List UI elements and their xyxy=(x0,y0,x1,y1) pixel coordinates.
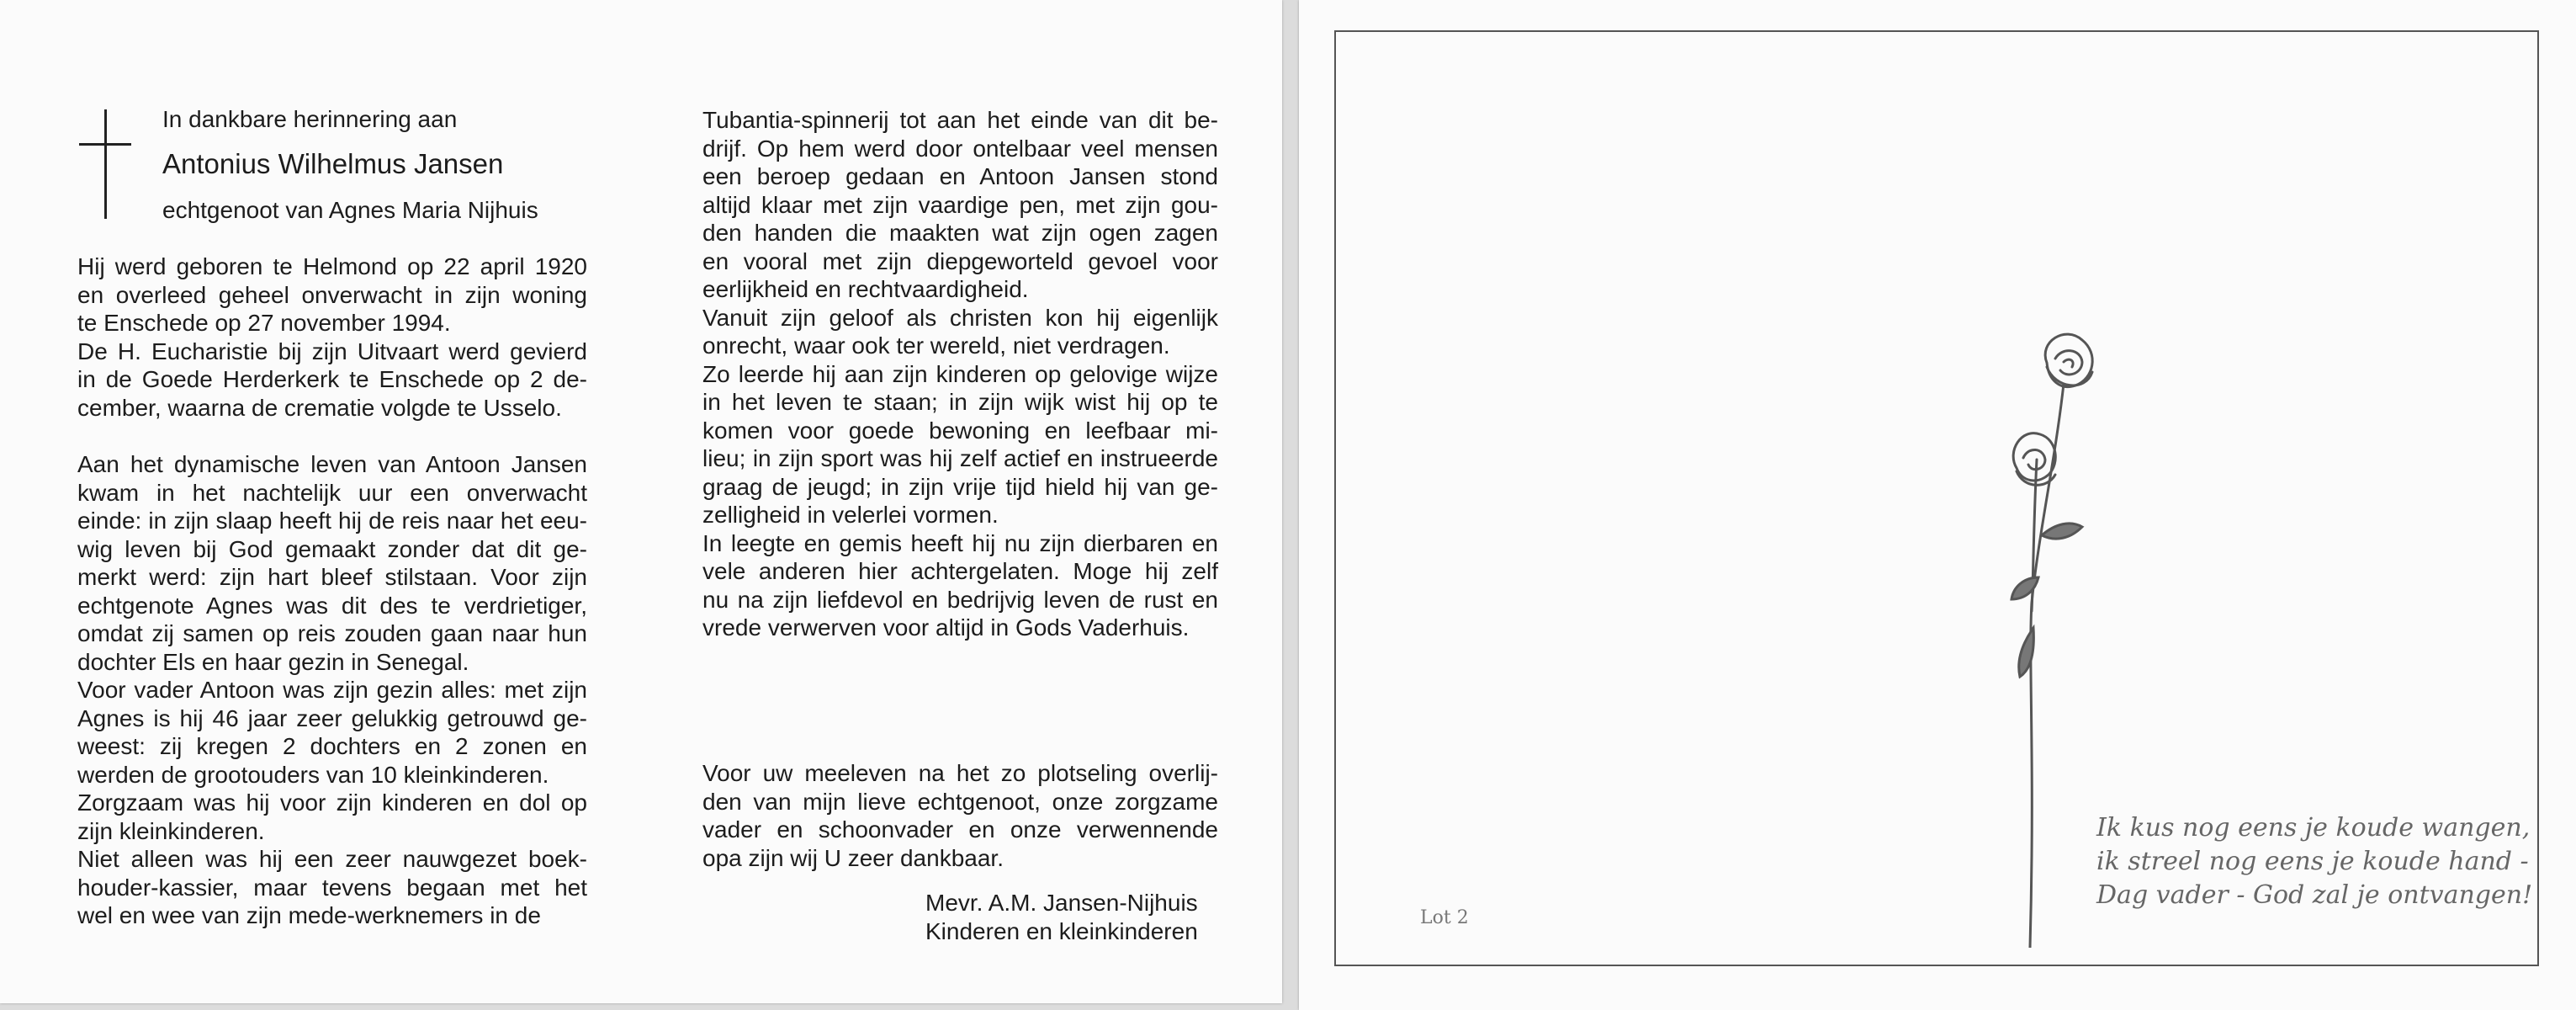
thanks-paragraph xyxy=(702,759,1218,872)
text-line: zijn kleinkinderen. xyxy=(77,817,265,844)
page-frame xyxy=(1334,30,2539,966)
text-line: wel en wee van zijn mede-werknemers in de xyxy=(77,902,541,928)
paragraph-gap xyxy=(77,422,587,450)
text-line: Voor vader Antoon was zijn gezin alles: met zijn xyxy=(77,677,587,703)
text-line: einde: in zijn slaap heeft hij de reis naar het eeu- xyxy=(77,508,587,534)
text-line: te Enschede op 27 november 1994. xyxy=(77,310,451,336)
text-line: weest: zij kregen 2 dochters en 2 zonen en xyxy=(77,733,587,759)
text-line: Aan het dynamische leven van Antoon Jansen xyxy=(77,451,587,477)
text-line: nu na zijn liefdevol en bedrijvig leven de rust en xyxy=(702,586,1218,613)
biography-right-column xyxy=(702,106,1218,642)
text-line: den van mijn lieve echtgenoot, onze zorgzame xyxy=(702,788,1218,815)
deceased-name: Antonius Wilhelmus Jansen xyxy=(162,148,504,179)
intro-line: In dankbare herinnering aan xyxy=(162,106,458,132)
text-line: Zo leerde hij aan zijn kinderen op gelovige wijze xyxy=(702,360,1218,387)
spouse-line: echtgenoot van Agnes Maria Nijhuis xyxy=(162,197,538,223)
poem-line: Dag vader - God zal je ontvangen! xyxy=(2096,880,2533,910)
text-line: en vooral met zijn diepgeworteld gevoel voor xyxy=(702,247,1218,274)
text-line: Agnes is hij 46 jaar zeer gelukkig getrouwd ge- xyxy=(77,704,587,731)
text-line: eerlijkheid en rechtvaardigheid. xyxy=(702,276,1029,302)
text-line: opa zijn wij U zeer dankbaar. xyxy=(702,844,1004,871)
text-line: kwam in het nachtelijk uur een onverwacht xyxy=(77,479,587,506)
text-line: dochter Els en haar gezin in Senegal. xyxy=(77,648,469,675)
text-line: merkt werd: zijn hart bleef stilstaan. Voor zijn xyxy=(77,564,587,590)
inner-card-spread xyxy=(0,0,1282,1003)
signature-line: Mevr. A.M. Jansen-Nijhuis xyxy=(925,890,1198,916)
outer-card-page xyxy=(1299,0,2576,1010)
signature-block xyxy=(925,889,1198,946)
text-line: in de Goede Herderkerk te Enschede op 2 de- xyxy=(77,366,587,392)
text-line: lieu; in zijn sport was hij zelf actief en instrueerde xyxy=(702,445,1218,471)
text-line: vrede verwerven voor altijd in Gods Vaderhuis. xyxy=(702,614,1190,641)
text-line: echtgenote Agnes was dit des te verdrietiger, xyxy=(77,592,587,619)
print-code: Lot 2 xyxy=(1420,907,1469,928)
text-line: graag de jeugd; in zijn vrije tijd hield hij van ge- xyxy=(702,473,1218,500)
text-line: Hij werd geboren te Helmond op 22 april 1920 xyxy=(77,253,587,279)
text-line: den handen die maakten wat zijn ogen zagen xyxy=(702,220,1218,246)
text-line: Voor uw meeleven na het zo plotseling overlij- xyxy=(702,760,1218,786)
text-line: In leegte en gemis heeft hij nu zijn dierbaren en xyxy=(702,529,1218,556)
text-line: in het leven te staan; in zijn wijk wist hij op te xyxy=(702,389,1218,415)
text-line: Niet alleen was hij een zeer nauwgezet boek- xyxy=(77,846,587,872)
poem-line: ik streel nog eens je koude hand - xyxy=(2096,847,2529,876)
text-line: Vanuit zijn geloof als christen kon hij eigenlijk xyxy=(702,304,1218,331)
text-line: vader en schoonvader en onze verwennende xyxy=(702,816,1218,843)
rose-icon xyxy=(2005,325,2106,948)
text-line: drijf. Op hem werd door ontelbaar veel mensen xyxy=(702,135,1218,162)
biography-left-column xyxy=(77,252,587,930)
text-line: werden de grootouders van 10 kleinkinderen. xyxy=(77,761,549,788)
text-line: vele anderen hier achtergelaten. Moge hij zelf xyxy=(702,558,1218,584)
cross-icon xyxy=(104,109,107,219)
text-line: Zorgzaam was hij voor zijn kinderen en dol op xyxy=(77,789,587,816)
signature-line: Kinderen en kleinkinderen xyxy=(925,918,1198,944)
text-line: De H. Eucharistie bij zijn Uitvaart werd gevierd xyxy=(77,338,587,364)
cross-icon-bar xyxy=(79,143,131,146)
text-line: omdat zij samen op reis zouden gaan naar hun xyxy=(77,620,587,646)
poem xyxy=(2096,811,2532,912)
text-line: komen voor goede bewoning en leefbaar mi- xyxy=(702,417,1218,444)
text-line: onrecht, waar ook ter wereld, niet verdragen. xyxy=(702,332,1170,359)
text-line: een beroep gedaan en Antoon Jansen stond xyxy=(702,163,1218,189)
text-line: Tubantia-spinnerij tot aan het einde van dit be- xyxy=(702,107,1218,133)
text-line: en overleed geheel onverwacht in zijn woning xyxy=(77,281,587,308)
text-line: zelligheid in velerlei vormen. xyxy=(702,502,999,528)
poem-line: Ik kus nog eens je koude wangen, xyxy=(2096,813,2531,843)
text-line: wig leven bij God gemaakt zonder dat dit ge- xyxy=(77,535,587,562)
text-line: cember, waarna de crematie volgde te Usselo. xyxy=(77,394,562,421)
text-line: altijd klaar met zijn vaardige pen, met zijn gou- xyxy=(702,191,1218,218)
text-line: houder-kassier, maar tevens begaan met het xyxy=(77,874,587,901)
